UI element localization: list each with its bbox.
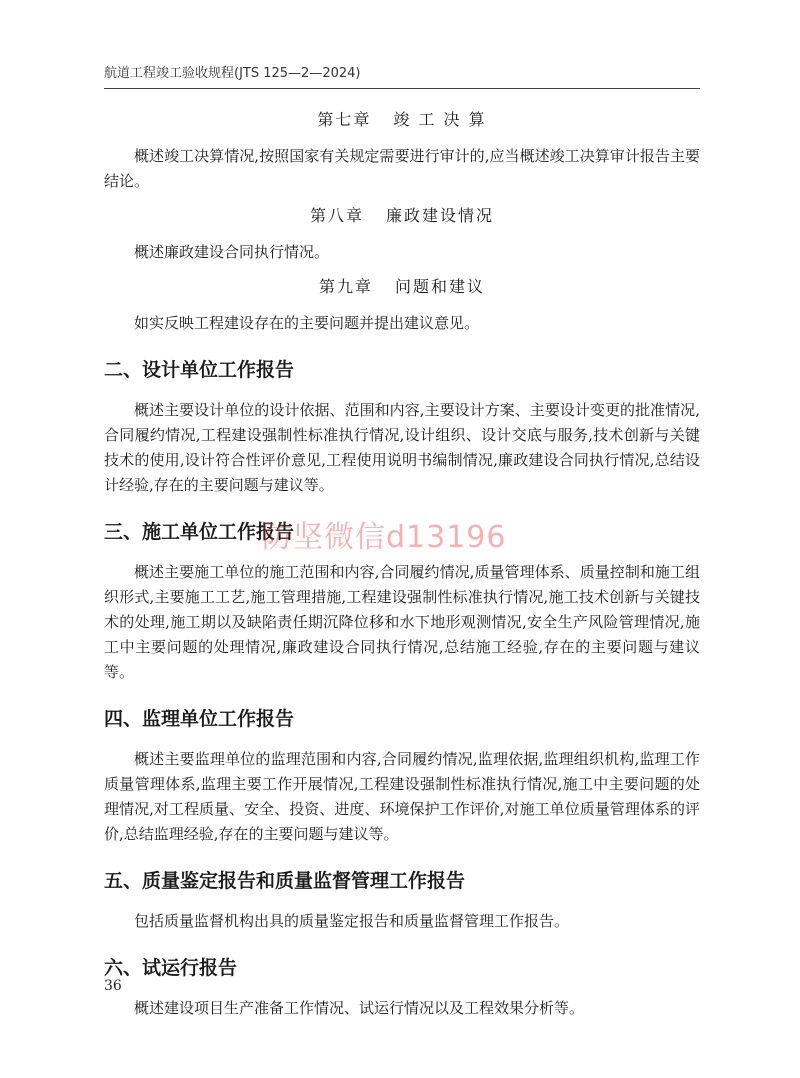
section-trial-run-paragraph: 概述建设项目生产准备工作情况、试运行情况以及工程效果分析等。 bbox=[134, 999, 585, 1017]
section-heading-trial-run: 六、试运行报告 bbox=[104, 957, 238, 979]
running-title: 航道工程竣工验收规程(JTS 125—2—2024) bbox=[104, 66, 361, 81]
chapter-title-8 bbox=[104, 204, 700, 228]
section-construction-paragraph: 概述主要施工单位的施工范围和内容,合同履约情况,质量管理体系、质量控制和施工组织形式,主要施工工艺,施工管理措施,工程建设强制性标准执行情况,施工技术创新与关键技术的处理,施工期以及缺陷责任期沉降位移和水下地形观测情况,安全生产风险管理情况,施工中主要问题的处理情况,廉政建设合同执行情况,总结施工经验,存在的主要问题与建议等。 bbox=[104, 563, 700, 681]
section-heading-construction: 三、施工单位工作报告 bbox=[104, 521, 295, 543]
chapter-number: 第七章 bbox=[317, 110, 372, 129]
section-heading-design: 二、设计单位工作报告 bbox=[104, 359, 295, 381]
chapter-7-paragraph: 概述竣工决算情况,按照国家有关规定需要进行审计的,应当概述竣工决算审计报告主要结论。 bbox=[104, 147, 700, 190]
section-heading-supervision: 四、监理单位工作报告 bbox=[104, 708, 295, 730]
page-number: 36 bbox=[104, 978, 122, 994]
chapter-8-paragraph: 概述廉政建设合同执行情况。 bbox=[134, 243, 330, 261]
chapter-name: 廉政建设情况 bbox=[386, 206, 495, 225]
chapter-number: 第八章 bbox=[309, 206, 364, 225]
chapter-number: 第九章 bbox=[318, 277, 373, 296]
page-body bbox=[104, 100, 700, 1031]
chapter-title-9 bbox=[104, 275, 700, 299]
section-design-paragraph: 概述主要设计单位的设计依据、范围和内容,主要设计方案、主要设计变更的批准情况,合同履约情况,工程建设强制性标准执行情况,设计组织、设计交底与服务,技术创新与关键技术的使用,设计符合性评价意见,工程使用说明书编制情况,廉政建设合同执行情况,总结设计经验,存在的主要问题与建议等。 bbox=[104, 401, 700, 494]
chapter-9-paragraph: 如实反映工程建设存在的主要问题并提出建议意见。 bbox=[134, 314, 480, 332]
section-quality-paragraph: 包括质量监督机构出具的质量鉴定报告和质量监督管理工作报告。 bbox=[134, 912, 570, 930]
chapter-name: 竣 工 决 算 bbox=[393, 110, 487, 129]
section-heading-quality: 五、质量鉴定报告和质量监督管理工作报告 bbox=[104, 870, 466, 892]
section-supervision-paragraph: 概述主要监理单位的监理范围和内容,合同履约情况,监理依据,监理组织机构,监理工作质量管理体系,监理主要工作开展情况,工程建设强制性标准执行情况,施工中主要问题的处理情况,对工程质量、安全、投资、进度、环境保护工作评价,对施工单位质量管理体系的评价,总结监理经验,存在的主要问题与建议等。 bbox=[104, 750, 700, 843]
watermark-text: 防坚微信d13196 bbox=[262, 520, 507, 555]
running-header bbox=[104, 60, 700, 89]
chapter-name: 问题和建议 bbox=[395, 277, 486, 296]
chapter-title-7 bbox=[104, 108, 700, 132]
